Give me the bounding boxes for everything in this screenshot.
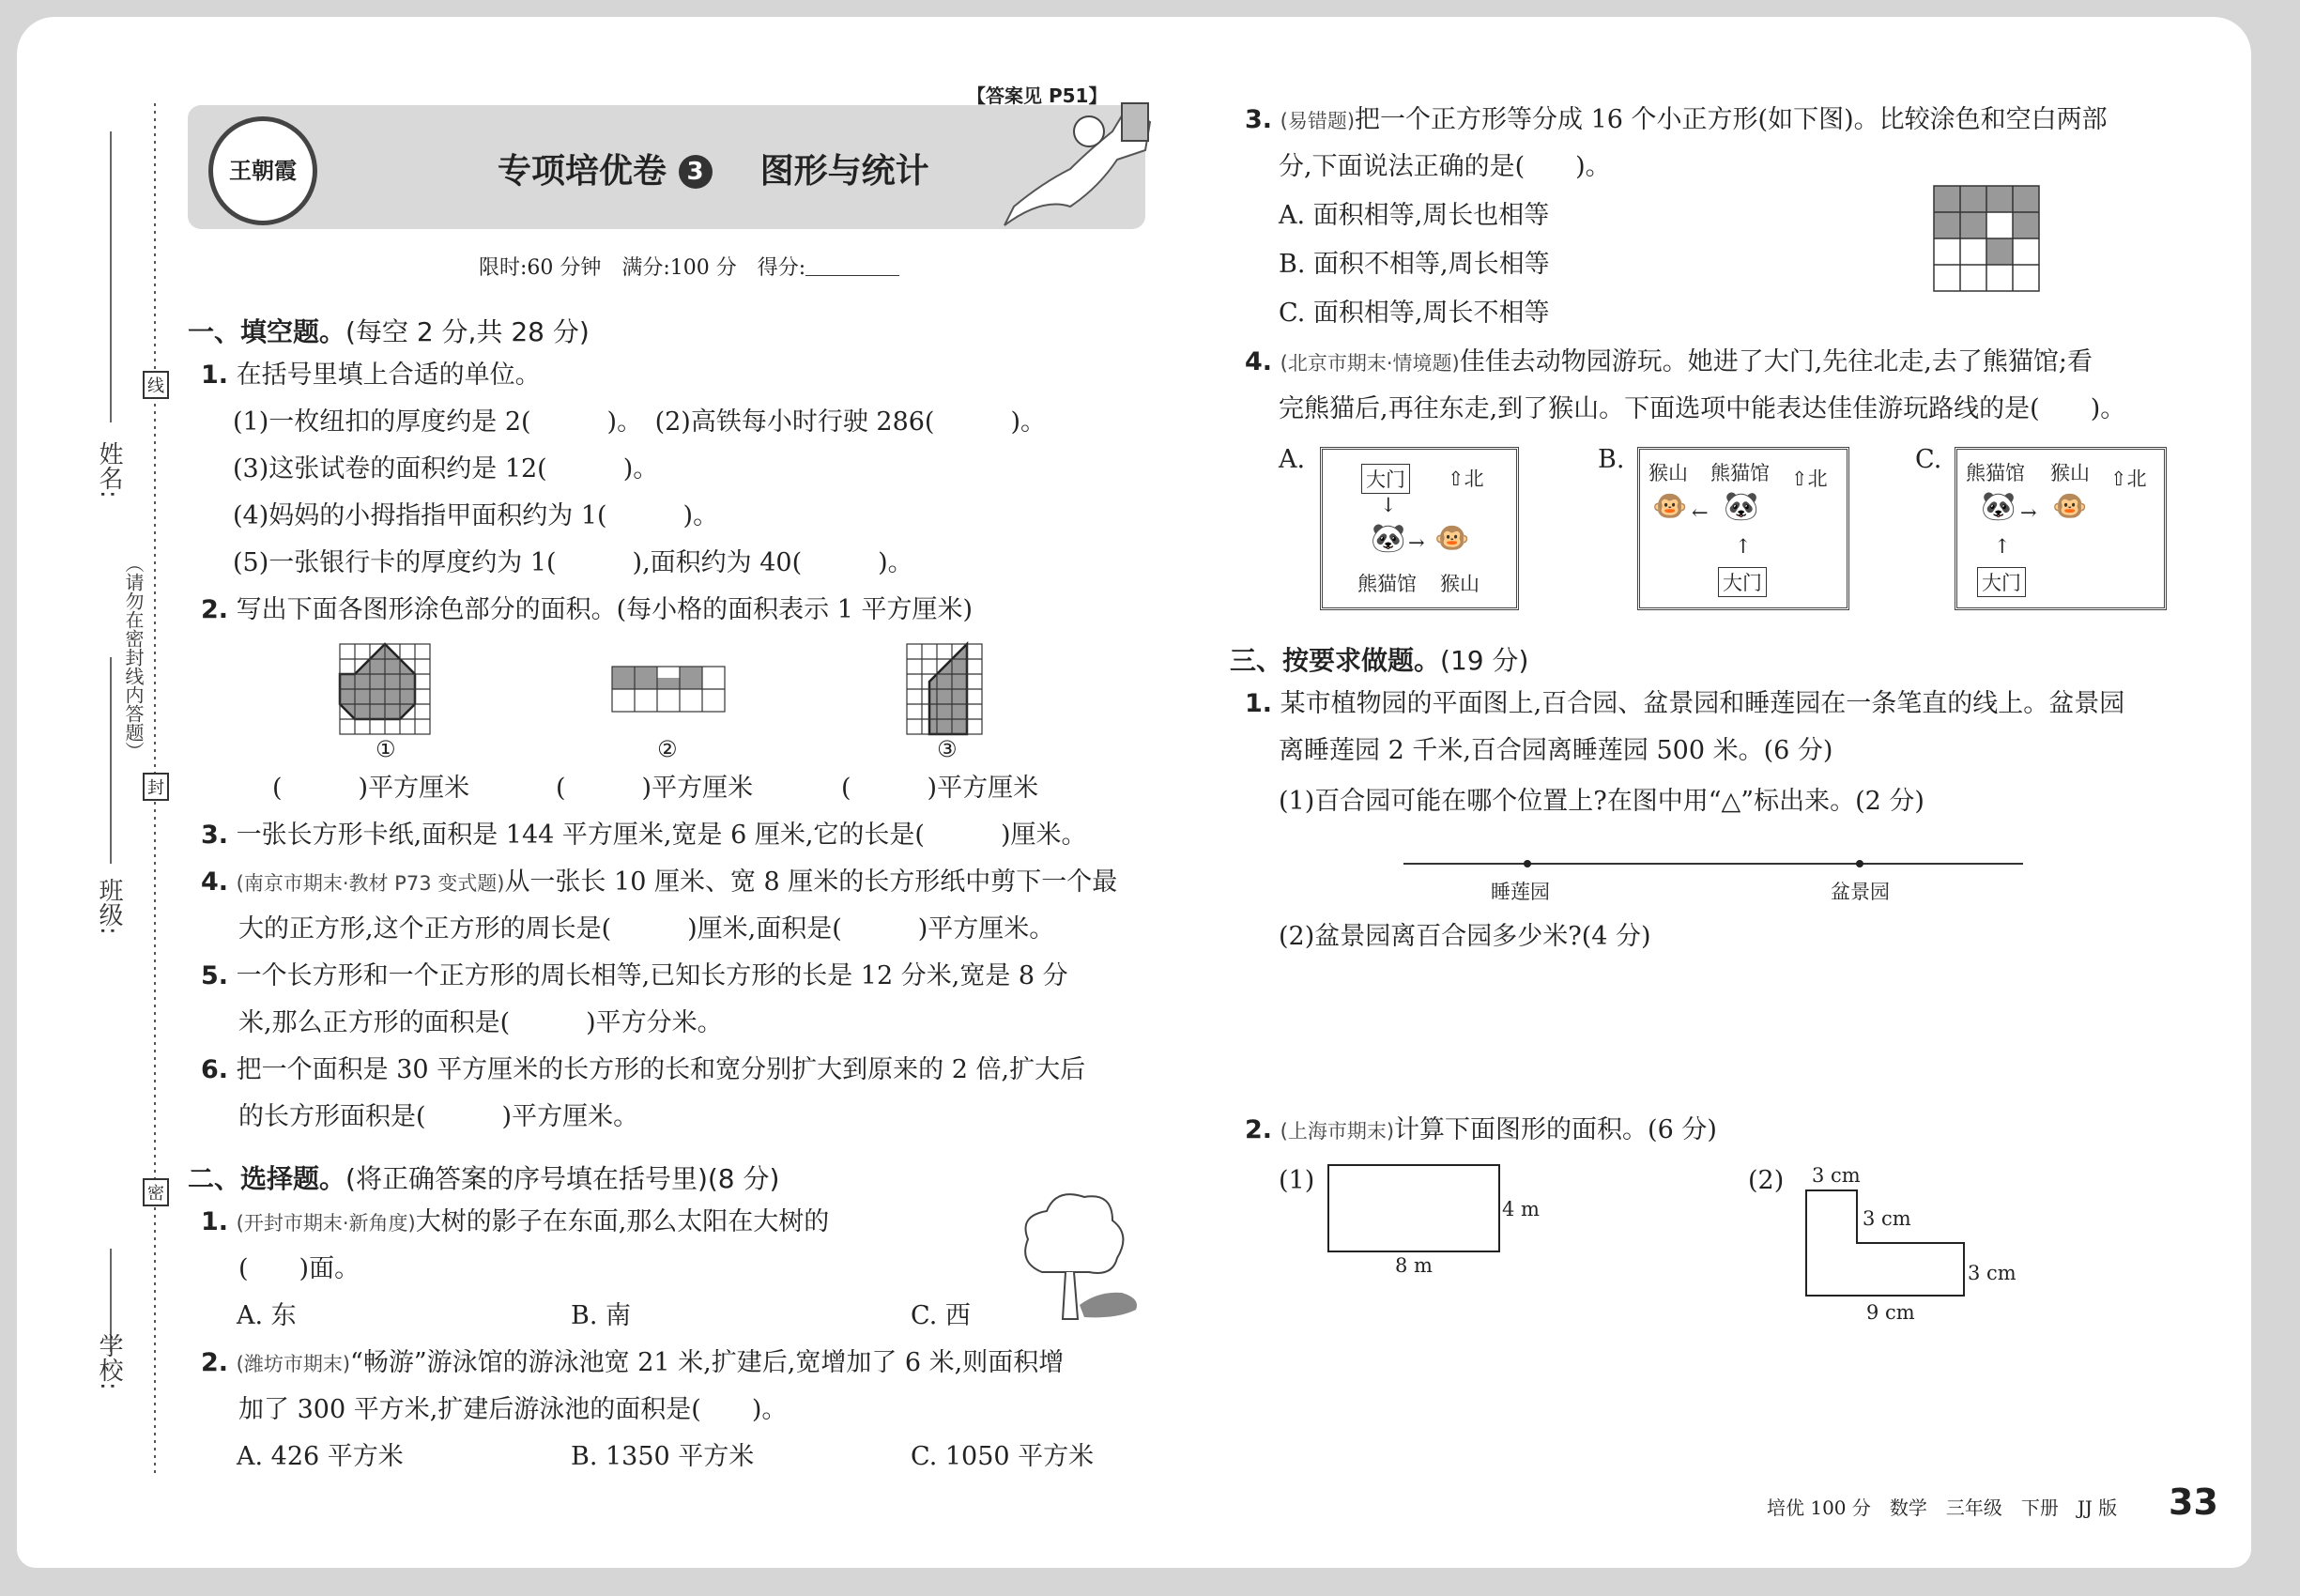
grid-answer-1: ( )平方厘米 — [272, 774, 470, 803]
s2-q3-option-b: B. 面积不相等,周长相等 — [1279, 250, 1550, 279]
number-line — [1403, 854, 2032, 873]
s1-q1-p4: (4)妈妈的小拇指指甲面积约为 1( )。 — [233, 501, 719, 530]
seal-xian: 线 — [143, 371, 169, 399]
map-c-panda: 熊猫馆 — [1966, 462, 2025, 484]
section3-heading: 三、按要求做题。(19 分) — [1230, 645, 1529, 676]
s1-q4-line2: 大的正方形,这个正方形的周长是( )厘米,面积是( )平方厘米。 — [238, 914, 1055, 944]
map-b-panda: 熊猫馆 — [1710, 462, 1770, 484]
s2-q4-line2: 完熊猫后,再往东走,到了猴山。下面选项中能表达佳佳游玩路线的是( )。 — [1279, 394, 2126, 423]
s1-q1-p5: (5)一张银行卡的厚度约为 1( ),面积约为 40( )。 — [233, 548, 913, 577]
rect-height-label: 4 m — [1502, 1198, 1540, 1220]
map-b-monkey: 猴山 — [1648, 462, 1688, 484]
title-topic: 图形与统计 — [759, 152, 929, 191]
s3-q1-line2: 离睡莲园 2 千米,百合园离睡莲园 500 米。(6 分) — [1279, 736, 1833, 765]
s2-q1-option-b: B. 南 — [571, 1301, 632, 1330]
map-a-arrow-down: ↓ — [1380, 494, 1397, 516]
map-a-gate: 大门 — [1361, 464, 1410, 494]
grid-label-3: ③ — [937, 736, 958, 762]
map-option-a-label: A. — [1279, 445, 1306, 474]
s2-q1-option-a: A. 东 — [237, 1301, 297, 1330]
s3-q1-p2: (2)盆景园离百合园多少米?(4 分) — [1279, 922, 1651, 951]
map-c-monkey: 猴山 — [2050, 462, 2090, 484]
s1-q3: 3. 一张长方形卡纸,面积是 144 平方厘米,宽是 6 厘米,它的长是( )厘米。 — [201, 821, 1087, 850]
grid-figure-2 — [612, 667, 725, 714]
section2-heading: 二、选择题。(将正确答案的序号填在括号里)(8 分) — [188, 1163, 780, 1194]
logo-text: 王朝霞 — [229, 158, 297, 184]
seal-mi: 密 — [143, 1178, 169, 1206]
map-c-north: ⇧北 — [2110, 468, 2147, 490]
section1-heading: 一、填空题。(每空 2 分,共 28 分) — [188, 316, 590, 347]
s3-q2-fig2-label: (2) — [1748, 1166, 1785, 1195]
map-option-c-label: C. — [1915, 445, 1942, 474]
s2-q3-option-c: C. 面积相等,周长不相等 — [1279, 299, 1550, 328]
number-line-left-label: 睡莲园 — [1491, 881, 1550, 903]
footer-series: 培优 100 分 数学 三年级 下册 JJ 版 — [1767, 1496, 2118, 1519]
s2-q2-line2: 加了 300 平方米,扩建后游泳池的面积是( )。 — [238, 1395, 788, 1424]
s1-q2: 2. 写出下面各图形涂色部分的面积。(每小格的面积表示 1 平方厘米) — [201, 595, 974, 624]
s3-q2: 2. (上海市期末)计算下面图形的面积。(6 分) — [1245, 1115, 1717, 1144]
map-c-arrow-right: → — [2020, 501, 2037, 524]
l-inner-label: 3 cm — [1863, 1207, 1911, 1230]
s1-q1: 1. 在括号里填上合适的单位。 — [201, 361, 541, 390]
class-label: 班级: — [95, 878, 123, 935]
s2-q2-option-b: B. 1350 平方米 — [571, 1442, 755, 1471]
s3-q2-fig1-label: (1) — [1279, 1166, 1315, 1195]
s1-q6-line2: 的长方形面积是( )平方厘米。 — [238, 1102, 639, 1131]
monkey-icon: 🐵 — [1434, 522, 1470, 555]
map-b-arrow-up: ↑ — [1735, 535, 1752, 558]
s2-q3-line2: 分,下面说法正确的是( )。 — [1279, 152, 1611, 181]
s2-q2-option-c: C. 1050 平方米 — [911, 1442, 1095, 1471]
name-label: 姓名: — [95, 441, 123, 499]
s2-q2: 2. (潍坊市期末)“畅游”游泳馆的游泳池宽 21 米,扩建后,宽增加了 6 米,则面积增 — [201, 1348, 1065, 1377]
answer-ref: 【答案见 P51】 — [967, 84, 1108, 107]
school-label: 学校: — [95, 1333, 123, 1390]
s1-q1-p3: (3)这张试卷的面积约是 12( )。 — [233, 454, 659, 483]
map-option-b-label: B. — [1598, 445, 1625, 474]
page-title — [498, 145, 929, 192]
map-b-north: ⇧北 — [1791, 468, 1828, 490]
s2-q1-option-c: C. 西 — [911, 1301, 971, 1330]
rectangle-figure — [1327, 1164, 1500, 1252]
s1-q5: 5. 一个长方形和一个正方形的周长相等,已知长方形的长是 12 分米,宽是 8 分 — [201, 961, 1068, 990]
mascot-illustration — [986, 94, 1155, 230]
panda-icon: 🐼 — [1371, 522, 1406, 555]
map-a-monkey: 猴山 — [1440, 573, 1480, 595]
map-option-a — [1320, 447, 1519, 610]
l-bottom-label: 9 cm — [1866, 1301, 1915, 1324]
s2-q2-option-a: A. 426 平方米 — [237, 1442, 404, 1471]
panda-icon: 🐼 — [1724, 490, 1759, 523]
meta-line: 限时:60 分钟 满分:100 分 得分: — [479, 252, 899, 281]
s2-q3: 3. (易错题)把一个正方形等分成 16 个小正方形(如下图)。比较涂色和空白两部 — [1245, 105, 2108, 134]
grid-figure-1 — [340, 644, 430, 734]
s1-q6: 6. 把一个面积是 30 平方厘米的长方形的长和宽分别扩大到原来的 2 倍,扩大后 — [201, 1055, 1086, 1084]
s2-q4: 4. (北京市期末·情境题)佳佳去动物园游玩。她进了大门,先往北走,去了熊猫馆;看 — [1245, 347, 2093, 376]
map-b-gate: 大门 — [1718, 567, 1767, 597]
grid-label-2: ② — [657, 736, 678, 762]
s2-q1-line2: ( )面。 — [238, 1254, 360, 1283]
panda-icon: 🐼 — [1981, 490, 2016, 523]
map-a-panda: 熊猫馆 — [1357, 573, 1417, 595]
s3-q1-p1: (1)百合园可能在哪个位置上?在图中用“△”标出来。(2 分) — [1279, 787, 1924, 816]
number-line-right-label: 盆景园 — [1831, 881, 1890, 903]
tree-illustration — [1014, 1188, 1145, 1328]
s1-q5-line2: 米,那么正方形的面积是( )平方分米。 — [238, 1008, 723, 1037]
grid-answer-3: ( )平方厘米 — [841, 774, 1039, 803]
seal-feng: 封 — [143, 773, 169, 801]
map-b-arrow-left: ← — [1692, 501, 1709, 524]
sixteen-square-grid — [1934, 186, 2043, 299]
s1-q1-p1: (1)一枚纽扣的厚度约是 2( )。 (2)高铁每小时行驶 286( )。 — [233, 407, 1047, 437]
monkey-icon: 🐵 — [1652, 490, 1688, 523]
title-prefix: 专项培优卷 — [498, 152, 667, 191]
s3-q1: 1. 某市植物园的平面图上,百合园、盆景园和睡莲园在一条笔直的线上。盆景园 — [1245, 689, 2125, 718]
grid-label-1: ① — [376, 736, 396, 762]
grid-figure-3 — [907, 644, 997, 738]
north-arrow-icon: ⇧ — [1448, 468, 1464, 490]
monkey-icon: 🐵 — [2052, 490, 2088, 523]
map-a-north: ⇧北 — [1448, 468, 1484, 490]
north-arrow-icon: ⇧ — [2110, 468, 2127, 490]
l-right-label: 3 cm — [1968, 1262, 2016, 1284]
s2-q1: 1. (开封市期末·新角度)大树的影子在东面,那么太阳在大树的 — [201, 1207, 830, 1236]
s1-q4: 4. (南京市期末·教材 P73 变式题)从一张长 10 厘米、宽 8 厘米的长方形纸中剪下一个最 — [201, 867, 1118, 897]
grid-answer-2: ( )平方厘米 — [556, 774, 754, 803]
l-top-label: 3 cm — [1812, 1164, 1861, 1187]
page-number: 33 — [2169, 1481, 2218, 1523]
title-number: 3 — [679, 155, 713, 189]
map-a-arrow-right: → — [1408, 531, 1425, 554]
s2-q3-option-a: A. 面积相等,周长也相等 — [1279, 201, 1550, 230]
map-c-arrow-up: ↑ — [1994, 535, 2011, 558]
no-answer-note: （请勿在密封线内答题） — [122, 554, 145, 760]
rect-width-label: 8 m — [1395, 1254, 1433, 1277]
north-arrow-icon: ⇧ — [1791, 468, 1808, 490]
map-c-gate: 大门 — [1977, 567, 2026, 597]
